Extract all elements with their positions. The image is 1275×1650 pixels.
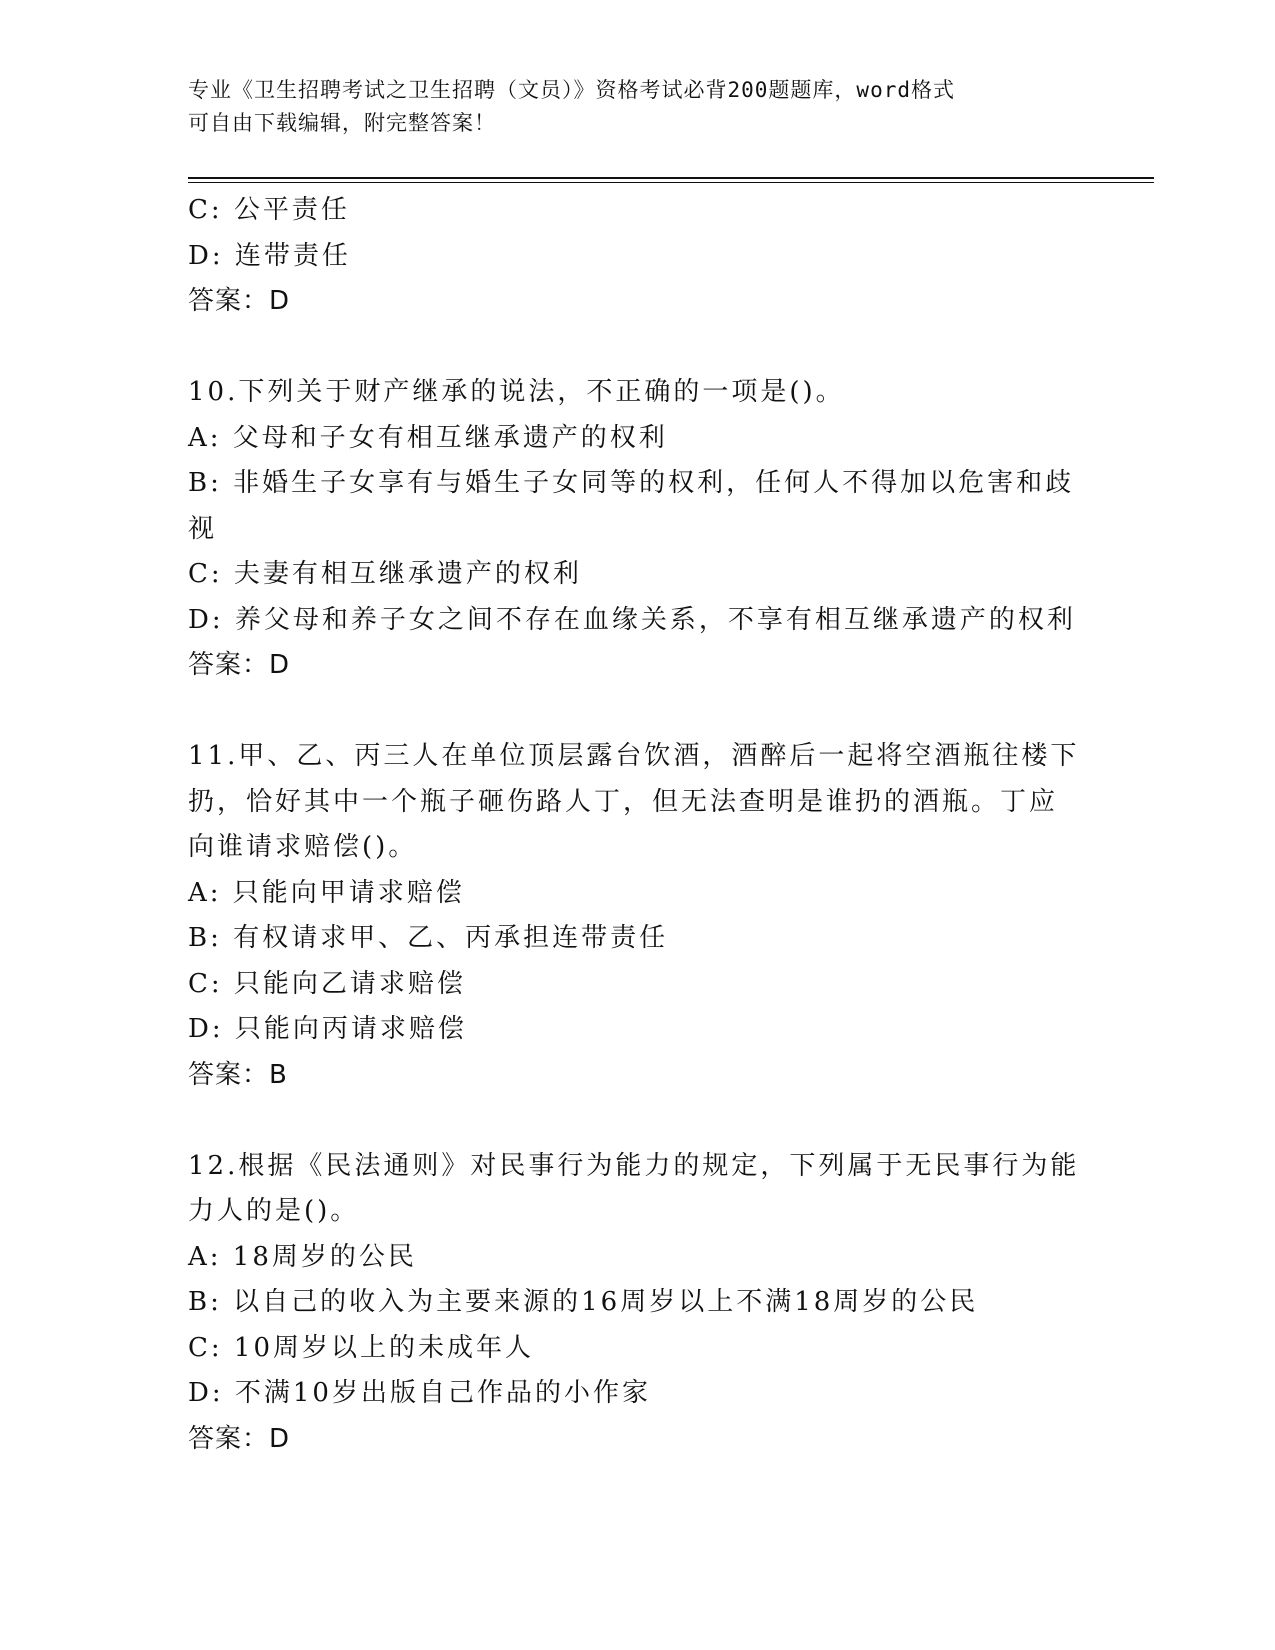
question-stem-continued: 扔，恰好其中一个瓶子砸伤路人丁，但无法查明是谁扔的酒瓶。丁应 xyxy=(188,786,1059,817)
header-line-2: 可自由下载编辑，附完整答案！ xyxy=(188,111,496,135)
option-c: C: 10周岁以上的未成年人 xyxy=(188,1332,535,1363)
header-divider-thick xyxy=(188,177,1154,179)
question-stem-continued: 向谁请求赔偿()。 xyxy=(188,832,418,862)
option-c: C: 夫妻有相互继承遗产的权利 xyxy=(188,559,582,589)
question-list xyxy=(188,188,1088,1462)
question-stem: 12.根据《民法通则》对民事行为能力的规定，下列属于无民事行为能 xyxy=(188,1150,1080,1181)
option-a: A: 父母和子女有相互继承遗产的权利 xyxy=(188,422,668,453)
question-stem-continued: 力人的是()。 xyxy=(188,1196,360,1226)
spacer xyxy=(188,689,1088,735)
answer-line: 答案：B xyxy=(188,1059,288,1090)
option-b: B: 非婚生子女享有与婚生子女同等的权利，任何人不得加以危害和歧 xyxy=(188,468,1075,498)
header-divider-thin xyxy=(188,182,1154,183)
option-b: B: 有权请求甲、乙、丙承担连带责任 xyxy=(188,923,669,953)
option-d: D: 只能向丙请求赔偿 xyxy=(188,1014,467,1044)
header-line-1: 专业《卫生招聘考试之卫生招聘（文员）》资格考试必背200题题库，word格式 xyxy=(188,78,955,102)
question-12 xyxy=(188,1144,1088,1463)
option-a: A: 18周岁的公民 xyxy=(188,1241,417,1272)
option-d: D: 不满10岁出版自己作品的小作家 xyxy=(188,1378,651,1408)
spacer xyxy=(188,325,1088,371)
option-d: D: 连带责任 xyxy=(188,240,351,271)
question-10 xyxy=(188,370,1088,689)
option-d: D: 养父母和养子女之间不存在血缘关系，不享有相互继承遗产的权利 xyxy=(188,604,1076,635)
option-c: C: 只能向乙请求赔偿 xyxy=(188,968,466,999)
spacer xyxy=(188,1098,1088,1144)
document-header xyxy=(188,74,1088,140)
option-a: A: 只能向甲请求赔偿 xyxy=(188,877,465,908)
answer-line: 答案：D xyxy=(188,650,291,680)
option-b: B: 以自己的收入为主要来源的16周岁以上不满18周岁的公民 xyxy=(188,1287,979,1317)
question-stem: 11.甲、乙、丙三人在单位顶层露台饮酒，酒醉后一起将空酒瓶往楼下 xyxy=(188,741,1080,771)
question-11 xyxy=(188,734,1088,1098)
answer-line: 答案：D xyxy=(188,1423,291,1454)
answer-line: 答案：D xyxy=(188,286,291,316)
question-stem: 10.下列关于财产继承的说法，不正确的一项是()。 xyxy=(188,377,845,407)
option-b-continued: 视 xyxy=(188,513,218,544)
option-c: C: 公平责任 xyxy=(188,195,350,225)
